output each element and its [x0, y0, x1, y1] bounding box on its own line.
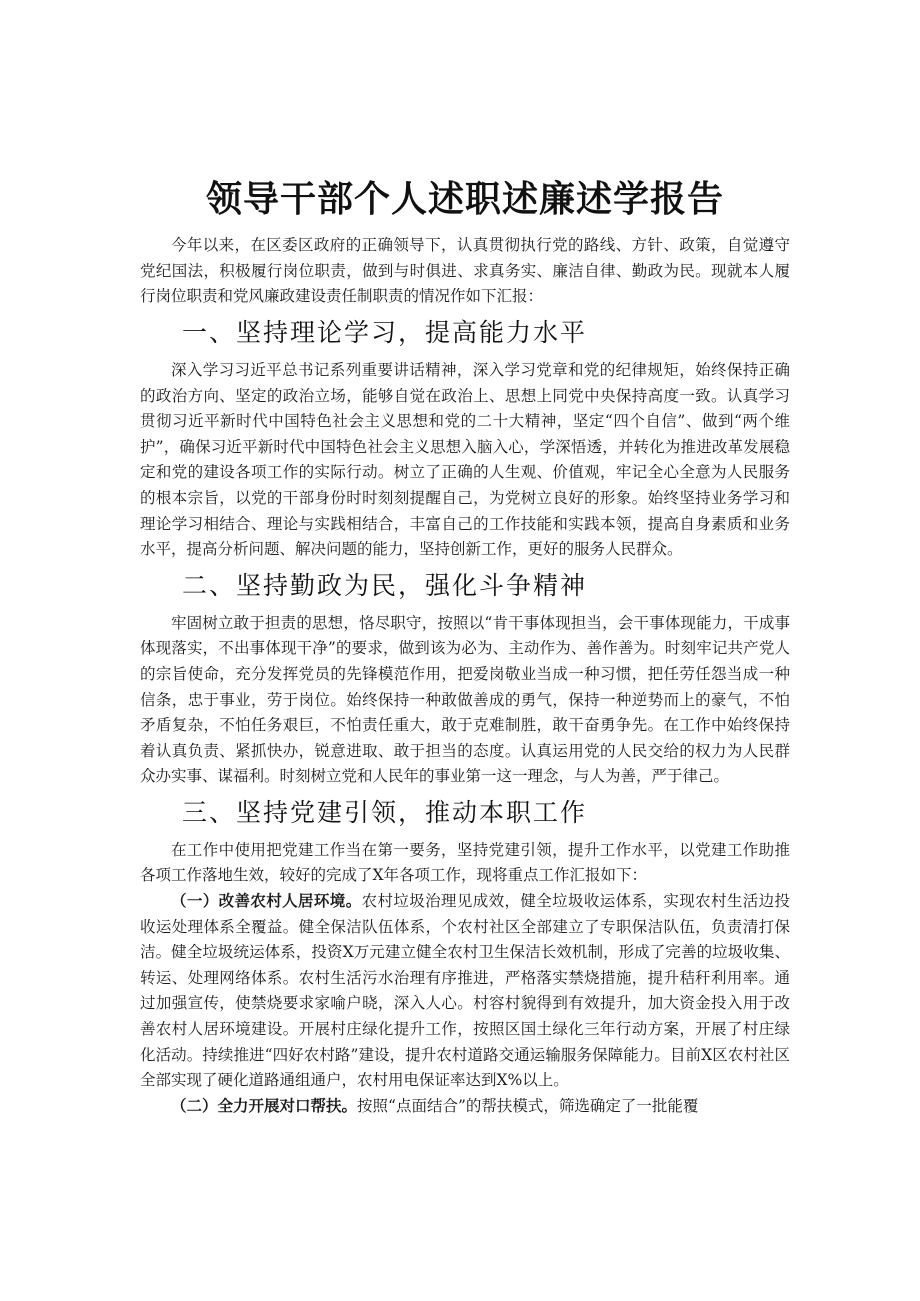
document-title: 领导干部个人述职述廉述学报告 [205, 179, 724, 220]
section-2-heading: 二、坚持勤政为民，强化斗争精神 [182, 570, 588, 600]
item-2-label: （二）全力开展对口帮扶。 [171, 1096, 358, 1115]
section-3-item-2 [140, 1094, 790, 1120]
section-1-heading: 一、坚持理论学习，提高能力水平 [182, 317, 588, 347]
section-3-heading: 三、坚持党建引领，推动本职工作 [182, 797, 588, 827]
item-1-text: 农村垃圾治理见成效，健全垃圾收运体系，实现农村生活边投收运处理体系全覆益。健全保洁队伍体系，个农村社区全部建立了专职保洁队伍，负责清打保洁。健全垃圾统运体系，投资X万元建立健全农村卫生保洁长效机制，形成了完善的垃圾收集、转运、处理网络体系。农村生活污水治理有序推进，严格落实禁烧措施，提升秸秆利用率。通过加强宣传，使禁烧要求家喻户晓，深入人心。村容村貌得到有效提升，加大资金投入用于改善农村人居环境建设。开展村庄绿化提升工作，按照区国土绿化三年行动方案，开展了村庄绿化活动。持续推进“四好农村路”建设，提升农村道路交通运输服务保障能力。目前X区农村社区全部实现了硬化道路通组通户，农村用电保证率达到X%以上。 [140, 892, 790, 1090]
section-3-item-1 [140, 889, 790, 1094]
section-2-paragraph: 牢固树立敢于担责的思想，恪尽职守，按照以“肯干事体现担当，会干事体现能力，干成事体现落实，不出事体现干净”的要求，做到该为必为、主动作为、善作善为。时刻牢记共产党人的宗旨使命，充分发挥党员的先锋模范作用，把爱岗敬业当成一种习惯，把任劳任怨当成一种信条，忠于事业，劳于岗位。始终保持一种敢做善成的勇气，保持一种逆势而上的豪气，不怕矛盾复杂，不怕任务艰巨，不怕责任重大，敢于克难制胜，敢干奋勇争先。在工作中始终保持着认真负责、紧抓快办，锐意进取、敢于担当的态度。认真运用党的人民交给的权力为人民群众办实事、谋福利。时刻树立党和人民年的事业第一这一理念，与人为善，严于律己。 [140, 613, 790, 786]
document-body [140, 178, 790, 1119]
section-3-paragraph: 在工作中使用把党建工作当在第一要务，坚持党建引领，提升工作水平，以党建工作助推各项工作落地生效，较好的完成了X年各项工作，现将重点工作汇报如下： [140, 840, 790, 885]
section-1-paragraph: 深入学习习近平总书记系列重要讲话精神，深入学习党章和党的纪律规矩，始终保持正确的政治方向、坚定的政治立场，能够自觉在政治上、思想上同党中央保持高度一致。认真学习贯彻习近平新时代中国特色社会主义思想和党的二十大精神，坚定“四个自信”、做到“两个维护”，确保习近平新时代中国特色社会主义思想入脑入心，学深悟透，并转化为推进改革发展稳定和党的建设各项工作的实际行动。树立了正确的人生观、价值观，牢记全心全意为人民服务的根本宗旨，以党的干部身份时时刻刻提醒自己，为党树立良好的形象。始终坚持业务学习和理论学习相结合、理论与实践相结合，丰富自己的工作技能和实践本领，提高自身素质和业务水平，提高分析问题、解决问题的能力，坚持创新工作，更好的服务人民群众。 [140, 360, 790, 559]
item-2-text: 按照“点面结合”的帮扶模式，筛选确定了一批能覆 [357, 1096, 699, 1115]
item-1-label: （一）改善农村人居环境。 [171, 892, 362, 911]
intro-paragraph: 今年以来，在区委区政府的正确领导下，认真贯彻执行党的路线、方针、政策，自觉遵守党纪国法，积极履行岗位职责，做到与时俱进、求真务实、廉洁自律、勤政为民。现就本人履行岗位职责和党风廉政建设责任制职责的情况作如下汇报： [140, 236, 790, 306]
